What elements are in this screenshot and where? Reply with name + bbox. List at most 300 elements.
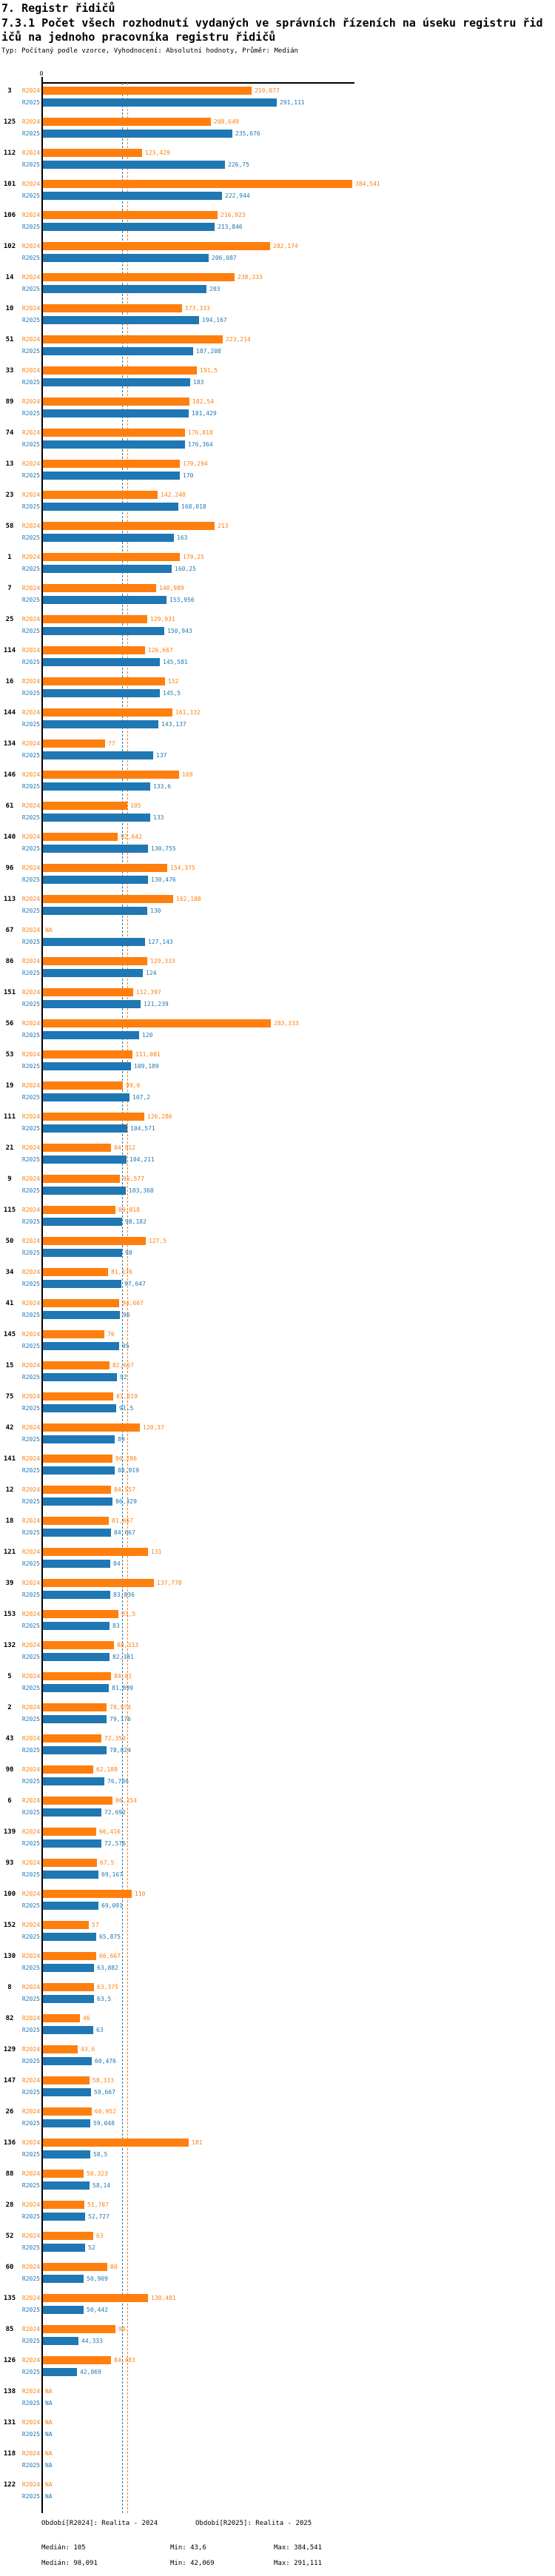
chart-meta-line: Typ: Počítaný podle vzorce, Vyhodnocení: Absolutní hodnoty, Průměr: Medián (1, 47, 298, 55)
bar-value-label-r2024: 111,081 (135, 1051, 161, 1058)
row-id-label: 118 (3, 2450, 16, 2458)
series-label-r2025: R2025 (21, 1374, 40, 1381)
series-label-r2025: R2025 (21, 1436, 40, 1443)
bar-r2024 (43, 1641, 114, 1649)
series-label-r2025: R2025 (21, 1467, 40, 1474)
bar-r2025 (43, 1311, 120, 1319)
row-id-label: 113 (3, 896, 16, 903)
legend-period-r2024: Období[R2024]: Realita - 2024 (41, 2520, 158, 2527)
bar-r2025 (43, 565, 172, 573)
row-id-label: 3 (7, 87, 12, 95)
bar-value-label-r2025: 187,208 (196, 348, 221, 355)
bar-value-label-r2024: 63,375 (97, 1984, 118, 1990)
series-label-r2024: R2024 (21, 647, 40, 654)
bar-value-label-r2024: 87,619 (116, 1393, 138, 1400)
series-label-r2024: R2024 (21, 1362, 40, 1369)
bar-r2024 (43, 2325, 115, 2333)
row-id-label: 28 (5, 2201, 14, 2209)
series-label-r2024: R2024 (21, 1517, 40, 1524)
bar-value-label-r2025: 170 (183, 472, 194, 479)
row-id-label: 145 (3, 1331, 16, 1338)
bar-value-label-r2025: 59,667 (94, 2089, 115, 2096)
bar-value-label-r2024: 82,667 (112, 1362, 134, 1369)
bar-value-label-r2024: 78,974 (110, 1704, 131, 1711)
bar-value-label-r2025: 124 (146, 970, 157, 976)
bar-value-label-r2025: 81,899 (112, 1685, 133, 1691)
bar-r2024 (43, 1890, 132, 1898)
series-label-r2025: R2025 (21, 970, 40, 976)
bar-value-label-r2024: 81,667 (112, 1517, 133, 1524)
row-id-label: 138 (3, 2388, 16, 2395)
bar-r2025 (43, 2244, 85, 2252)
bar-value-label-r2024: 181 (192, 2139, 203, 2146)
bar-value-label-r2024: 99,6 (126, 1082, 141, 1089)
row-id-label: 14 (5, 274, 14, 281)
series-label-r2024: R2024 (21, 336, 40, 343)
bar-r2024 (43, 708, 172, 717)
bar-value-label-r2025: 69,091 (101, 1902, 123, 1909)
series-label-r2025: R2025 (21, 2307, 40, 2313)
series-label-r2024: R2024 (21, 1922, 40, 1928)
bar-value-label-r2024: 238,333 (238, 274, 263, 281)
bar-value-label-r2024: 80 (110, 2264, 118, 2270)
bar-value-label-r2025: 103,368 (129, 1187, 154, 1194)
bar-value-label-r2024: 131 (151, 1549, 162, 1555)
bar-r2025 (43, 2181, 90, 2190)
bar-value-label-r2024: 129,333 (150, 958, 175, 965)
bar-r2025 (43, 1684, 109, 1692)
row-id-label: 12 (5, 1486, 14, 1494)
series-label-r2025: R2025 (21, 379, 40, 386)
bar-r2024 (43, 118, 211, 126)
bar-r2025 (43, 378, 190, 386)
bar-r2025 (43, 130, 232, 138)
bar-value-label-r2025: 59,048 (93, 2120, 115, 2127)
series-label-r2024: R2024 (21, 865, 40, 871)
bar-r2025 (43, 1280, 121, 1288)
series-label-r2025: R2025 (21, 1032, 40, 1039)
bar-value-label-r2024: 213 (218, 523, 229, 529)
bar-value-label-r2025: 52,727 (88, 2213, 110, 2220)
bar-r2024 (43, 2014, 80, 2022)
bar-value-label-r2024: 86,286 (115, 1455, 137, 1462)
bar-r2024 (43, 1952, 96, 1960)
row-id-label: 18 (5, 1517, 14, 1525)
bar-r2025 (43, 1342, 119, 1350)
bar-value-label-r2025: 130,755 (151, 845, 176, 852)
bar-value-label-r2024: 126,667 (148, 647, 173, 654)
bar-r2024 (43, 1517, 109, 1525)
bar-value-label-r2025: 63 (96, 2027, 104, 2033)
series-label-r2025: R2025 (21, 1250, 40, 1256)
bar-r2024 (43, 1330, 104, 1338)
bar-r2025 (43, 1435, 115, 1443)
bar-value-label-r2025: NA (45, 2462, 53, 2469)
bar-value-label-r2025: 206,087 (212, 255, 237, 261)
bar-r2024 (43, 2170, 84, 2178)
bar-value-label-r2025: 65,875 (99, 1933, 121, 1940)
bar-r2025 (43, 1529, 111, 1537)
series-label-r2024: R2024 (21, 740, 40, 747)
row-id-label: 106 (3, 212, 16, 219)
row-id-label: 93 (5, 1859, 14, 1867)
bar-r2025 (43, 2150, 90, 2159)
bar-r2025 (43, 2119, 90, 2127)
row-id-label: 147 (3, 2077, 16, 2084)
bar-value-label-r2025: 120 (142, 1032, 153, 1039)
series-label-r2025: R2025 (21, 659, 40, 665)
bar-r2024 (43, 180, 352, 188)
bar-value-label-r2024: 43,6 (81, 2046, 95, 2053)
series-label-r2024: R2024 (21, 1891, 40, 1897)
row-id-label: 122 (3, 2481, 16, 2489)
bar-r2025 (43, 98, 277, 107)
series-label-r2024: R2024 (21, 243, 40, 249)
bar-value-label-r2024: 66,416 (99, 1828, 121, 1835)
series-label-r2024: R2024 (21, 212, 40, 218)
series-label-r2025: R2025 (21, 161, 40, 168)
series-label-r2024: R2024 (21, 118, 40, 125)
bar-value-label-r2024: NA (45, 2450, 53, 2457)
series-label-r2024: R2024 (21, 585, 40, 591)
bar-value-label-r2024: 67,5 (100, 1859, 115, 1866)
bar-value-label-r2025: 104,571 (130, 1125, 155, 1132)
row-id-label: 101 (3, 181, 16, 188)
bar-r2024 (43, 87, 252, 95)
bar-r2024 (43, 895, 173, 903)
series-label-r2025: R2025 (21, 130, 40, 137)
bar-value-label-r2025: 203 (209, 286, 221, 292)
bar-value-label-r2024: 94,667 (122, 1300, 144, 1307)
series-label-r2025: R2025 (21, 783, 40, 790)
row-id-label: 130 (3, 1953, 16, 1960)
row-id-label: 19 (5, 1082, 14, 1090)
bar-value-label-r2025: 84 (113, 1560, 121, 1567)
series-label-r2024: R2024 (21, 1580, 40, 1586)
bar-r2024 (43, 429, 185, 437)
bar-value-label-r2024: 105 (130, 802, 141, 809)
bar-r2025 (43, 2337, 78, 2345)
bar-value-label-r2024: 170,294 (183, 460, 208, 467)
bar-r2025 (43, 1715, 107, 1723)
bar-value-label-r2025: 83 (112, 1623, 120, 1629)
row-id-label: 74 (5, 429, 14, 437)
bar-value-label-r2025: 86,329 (115, 1498, 137, 1505)
bar-r2025 (43, 1466, 115, 1475)
bar-r2024 (43, 1050, 132, 1059)
row-id-label: 88 (5, 2170, 14, 2178)
series-label-r2024: R2024 (21, 1486, 40, 1493)
series-label-r2025: R2025 (21, 1996, 40, 2002)
series-label-r2024: R2024 (21, 1424, 40, 1431)
series-label-r2024: R2024 (21, 771, 40, 778)
legend-min-r2024: Min: 43,6 (170, 2544, 206, 2552)
bar-value-label-r2025: 235,676 (235, 130, 260, 137)
bar-r2025 (43, 1404, 116, 1412)
bar-r2024 (43, 1734, 101, 1743)
bar-r2025 (43, 1964, 94, 1972)
row-id-label: 139 (3, 1828, 16, 1836)
bar-value-label-r2024: 95,577 (123, 1175, 144, 1182)
bar-value-label-r2025: 63,882 (97, 1965, 118, 1971)
row-id-label: 6 (7, 1797, 12, 1805)
series-label-r2025: R2025 (21, 348, 40, 355)
legend-median-r2025: Medián: 98,091 (41, 2560, 98, 2567)
bar-r2024 (43, 615, 147, 623)
series-label-r2024: R2024 (21, 616, 40, 623)
bar-value-label-r2025: 163 (177, 534, 188, 541)
bar-value-label-r2024: 84,912 (114, 1144, 135, 1151)
bar-r2025 (43, 1497, 112, 1506)
series-label-r2025: R2025 (21, 2493, 40, 2500)
bar-r2024 (43, 1206, 115, 1214)
bar-r2025 (43, 1653, 110, 1661)
series-label-r2024: R2024 (21, 678, 40, 685)
bar-value-label-r2025: 150,943 (167, 628, 192, 634)
series-label-r2024: R2024 (21, 2264, 40, 2270)
bar-r2025 (43, 472, 180, 480)
row-id-label: 100 (3, 1891, 16, 1898)
series-label-r2025: R2025 (21, 2058, 40, 2065)
bar-r2025 (43, 285, 206, 293)
bar-r2025 (43, 2057, 92, 2065)
series-label-r2025: R2025 (21, 2431, 40, 2438)
bar-value-label-r2025: 91,5 (119, 1405, 134, 1412)
series-label-r2024: R2024 (21, 1984, 40, 1990)
series-label-r2025: R2025 (21, 690, 40, 697)
series-label-r2024: R2024 (21, 2357, 40, 2364)
bar-value-label-r2024: 72,353 (104, 1735, 126, 1742)
bar-value-label-r2024: 76 (107, 1331, 115, 1338)
bar-r2025 (43, 2213, 85, 2221)
bar-value-label-r2024: 173,333 (185, 305, 210, 312)
bar-r2024 (43, 584, 156, 592)
series-label-r2024: R2024 (21, 802, 40, 809)
series-label-r2025: R2025 (21, 1933, 40, 1940)
bar-r2025 (43, 409, 189, 417)
series-label-r2025: R2025 (21, 1218, 40, 1225)
row-id-label: 144 (3, 709, 16, 717)
row-id-label: 42 (5, 1424, 14, 1432)
series-label-r2024: R2024 (21, 1238, 40, 1244)
series-label-r2024: R2024 (21, 1300, 40, 1307)
bar-r2024 (43, 2294, 148, 2302)
bar-value-label-r2024: 90 (118, 2326, 126, 2332)
bar-value-label-r2024: 126,286 (147, 1113, 172, 1120)
series-label-r2024: R2024 (21, 2201, 40, 2208)
bar-value-label-r2025: 79,176 (110, 1716, 131, 1723)
bar-value-label-r2025: 213,846 (218, 224, 243, 230)
bar-r2025 (43, 814, 150, 822)
series-label-r2024: R2024 (21, 1673, 40, 1680)
series-label-r2025: R2025 (21, 534, 40, 541)
bar-value-label-r2024: 169 (182, 771, 193, 778)
bar-value-label-r2024: 63 (96, 2233, 104, 2239)
series-label-r2025: R2025 (21, 1778, 40, 1785)
bar-value-label-r2024: 110 (135, 1891, 146, 1897)
bar-value-label-r2024: 86,154 (115, 1797, 137, 1804)
bar-r2024 (43, 1019, 271, 1027)
series-label-r2025: R2025 (21, 503, 40, 510)
bar-r2024 (43, 522, 215, 530)
series-label-r2025: R2025 (21, 1001, 40, 1007)
series-label-r2025: R2025 (21, 908, 40, 914)
row-id-label: 26 (5, 2108, 14, 2116)
bar-value-label-r2025: 69,167 (101, 1871, 123, 1878)
row-id-label: 146 (3, 771, 16, 779)
bar-r2024 (43, 1361, 110, 1369)
row-id-label: 114 (3, 647, 16, 654)
series-label-r2024: R2024 (21, 989, 40, 996)
series-label-r2025: R2025 (21, 1125, 40, 1132)
bar-r2024 (43, 2139, 189, 2147)
bar-value-label-r2025: 58,14 (92, 2182, 111, 2189)
bar-value-label-r2025: 50,442 (87, 2307, 108, 2313)
bar-r2024 (43, 2045, 78, 2053)
row-id-label: 16 (5, 678, 14, 685)
bar-r2025 (43, 1031, 139, 1039)
bar-r2024 (43, 398, 189, 406)
bar-value-label-r2024: NA (45, 2388, 53, 2395)
bar-r2025 (43, 347, 193, 355)
row-id-label: 112 (3, 150, 16, 157)
series-label-r2025: R2025 (21, 1965, 40, 1971)
bar-r2025 (43, 1591, 110, 1599)
row-id-label: 131 (3, 2419, 16, 2426)
row-id-label: 132 (3, 1642, 16, 1649)
series-label-r2024: R2024 (21, 274, 40, 281)
bar-value-label-r2025: 291,111 (280, 99, 305, 106)
series-label-r2024: R2024 (21, 429, 40, 436)
series-label-r2025: R2025 (21, 2213, 40, 2220)
bar-r2024 (43, 1299, 119, 1307)
bar-r2024 (43, 1175, 120, 1183)
bar-value-label-r2025: 98 (125, 1250, 132, 1256)
series-label-r2025: R2025 (21, 597, 40, 603)
row-id-label: 85 (5, 2326, 14, 2333)
series-label-r2025: R2025 (21, 1871, 40, 1878)
series-label-r2025: R2025 (21, 1902, 40, 1909)
bar-value-label-r2025: 109,189 (134, 1063, 159, 1070)
bar-value-label-r2024: NA (45, 2481, 53, 2488)
bar-r2024 (43, 2232, 93, 2240)
bar-value-label-r2025: 84,667 (114, 1529, 135, 1536)
bar-r2024 (43, 1113, 144, 1121)
bar-r2024 (43, 1983, 94, 1991)
series-label-r2025: R2025 (21, 2244, 40, 2251)
series-label-r2024: R2024 (21, 1766, 40, 1773)
chart-subtitle: 7.3.1 Počet všech rozhodnutí vydaných ve správních řízeních na úseku registru řidičů na jednoho pracovníka registru řidičů (1, 16, 543, 44)
bar-r2025 (43, 2088, 91, 2096)
row-id-label: 41 (5, 1300, 14, 1307)
row-id-label: 15 (5, 1362, 14, 1369)
bar-r2025 (43, 1218, 122, 1226)
bar-r2025 (43, 1000, 141, 1008)
bar-r2024 (43, 460, 180, 468)
bar-r2024 (43, 864, 167, 872)
bar-r2025 (43, 627, 164, 635)
bar-value-label-r2024: 89,818 (118, 1207, 140, 1213)
row-id-label: 126 (3, 2357, 16, 2364)
bar-r2025 (43, 1187, 126, 1195)
series-label-r2025: R2025 (21, 1623, 40, 1629)
bar-value-label-r2024: 191,5 (200, 367, 218, 374)
row-id-label: 67 (5, 927, 14, 934)
bar-value-label-r2025: 98,182 (125, 1218, 147, 1225)
series-label-r2025: R2025 (21, 1591, 40, 1598)
series-label-r2025: R2025 (21, 752, 40, 759)
bar-r2025 (43, 1871, 98, 1879)
series-label-r2024: R2024 (21, 150, 40, 156)
bar-value-label-r2024: 84,81 (114, 1673, 132, 1680)
bar-value-label-r2025: 96 (123, 1312, 130, 1318)
row-id-label: 43 (5, 1735, 14, 1743)
bar-r2025 (43, 2368, 77, 2376)
row-id-label: 21 (5, 1144, 14, 1152)
series-label-r2024: R2024 (21, 2170, 40, 2177)
bar-r2024 (43, 957, 147, 965)
bar-value-label-r2025: 42,069 (80, 2369, 101, 2375)
series-label-r2024: R2024 (21, 1797, 40, 1804)
bar-r2024 (43, 366, 197, 375)
series-label-r2024: R2024 (21, 1082, 40, 1089)
bar-r2025 (43, 751, 153, 759)
series-label-r2024: R2024 (21, 1207, 40, 1213)
series-label-r2025: R2025 (21, 1560, 40, 1567)
bar-value-label-r2024: 152 (168, 678, 179, 685)
bar-value-label-r2024: 88,333 (117, 1642, 138, 1648)
x-axis-tick-label-zero: 0 (39, 70, 44, 77)
bar-r2025 (43, 1249, 122, 1257)
bar-r2024 (43, 1828, 96, 1836)
bar-r2025 (43, 254, 209, 262)
bar-r2024 (43, 988, 133, 996)
series-label-r2024: R2024 (21, 2326, 40, 2332)
series-label-r2025: R2025 (21, 845, 40, 852)
bar-value-label-r2024: 282,174 (273, 243, 298, 249)
bar-value-label-r2024: 182,54 (192, 398, 214, 405)
bar-value-label-r2024: 259,077 (255, 87, 280, 94)
row-id-label: 50 (5, 1238, 14, 1245)
bar-value-label-r2024: 84,483 (114, 2357, 135, 2364)
row-id-label: 140 (3, 833, 16, 841)
series-label-r2024: R2024 (21, 1113, 40, 1120)
series-label-r2025: R2025 (21, 1685, 40, 1691)
row-id-label: 2 (7, 1704, 12, 1711)
bar-value-label-r2024: 283,333 (274, 1020, 299, 1027)
row-id-label: 1 (7, 554, 12, 561)
series-label-r2024: R2024 (21, 460, 40, 467)
row-id-label: 58 (5, 523, 14, 530)
series-label-r2025: R2025 (21, 566, 40, 572)
bar-value-label-r2025: 97,647 (124, 1281, 146, 1287)
row-id-label: 39 (5, 1580, 14, 1587)
bar-r2025 (43, 1373, 117, 1381)
series-label-r2025: R2025 (21, 192, 40, 199)
bar-r2024 (43, 149, 142, 157)
bar-r2025 (43, 2026, 93, 2034)
bar-value-label-r2025: 194,167 (202, 317, 227, 323)
series-label-r2025: R2025 (21, 814, 40, 821)
bar-r2025 (43, 534, 174, 542)
series-label-r2025: R2025 (21, 2462, 40, 2469)
legend-median-r2024: Medián: 105 (41, 2544, 86, 2552)
series-label-r2024: R2024 (21, 367, 40, 374)
bar-r2024 (43, 1703, 107, 1711)
row-id-label: 5 (7, 1673, 12, 1680)
series-label-r2024: R2024 (21, 1331, 40, 1338)
series-label-r2025: R2025 (21, 472, 40, 479)
